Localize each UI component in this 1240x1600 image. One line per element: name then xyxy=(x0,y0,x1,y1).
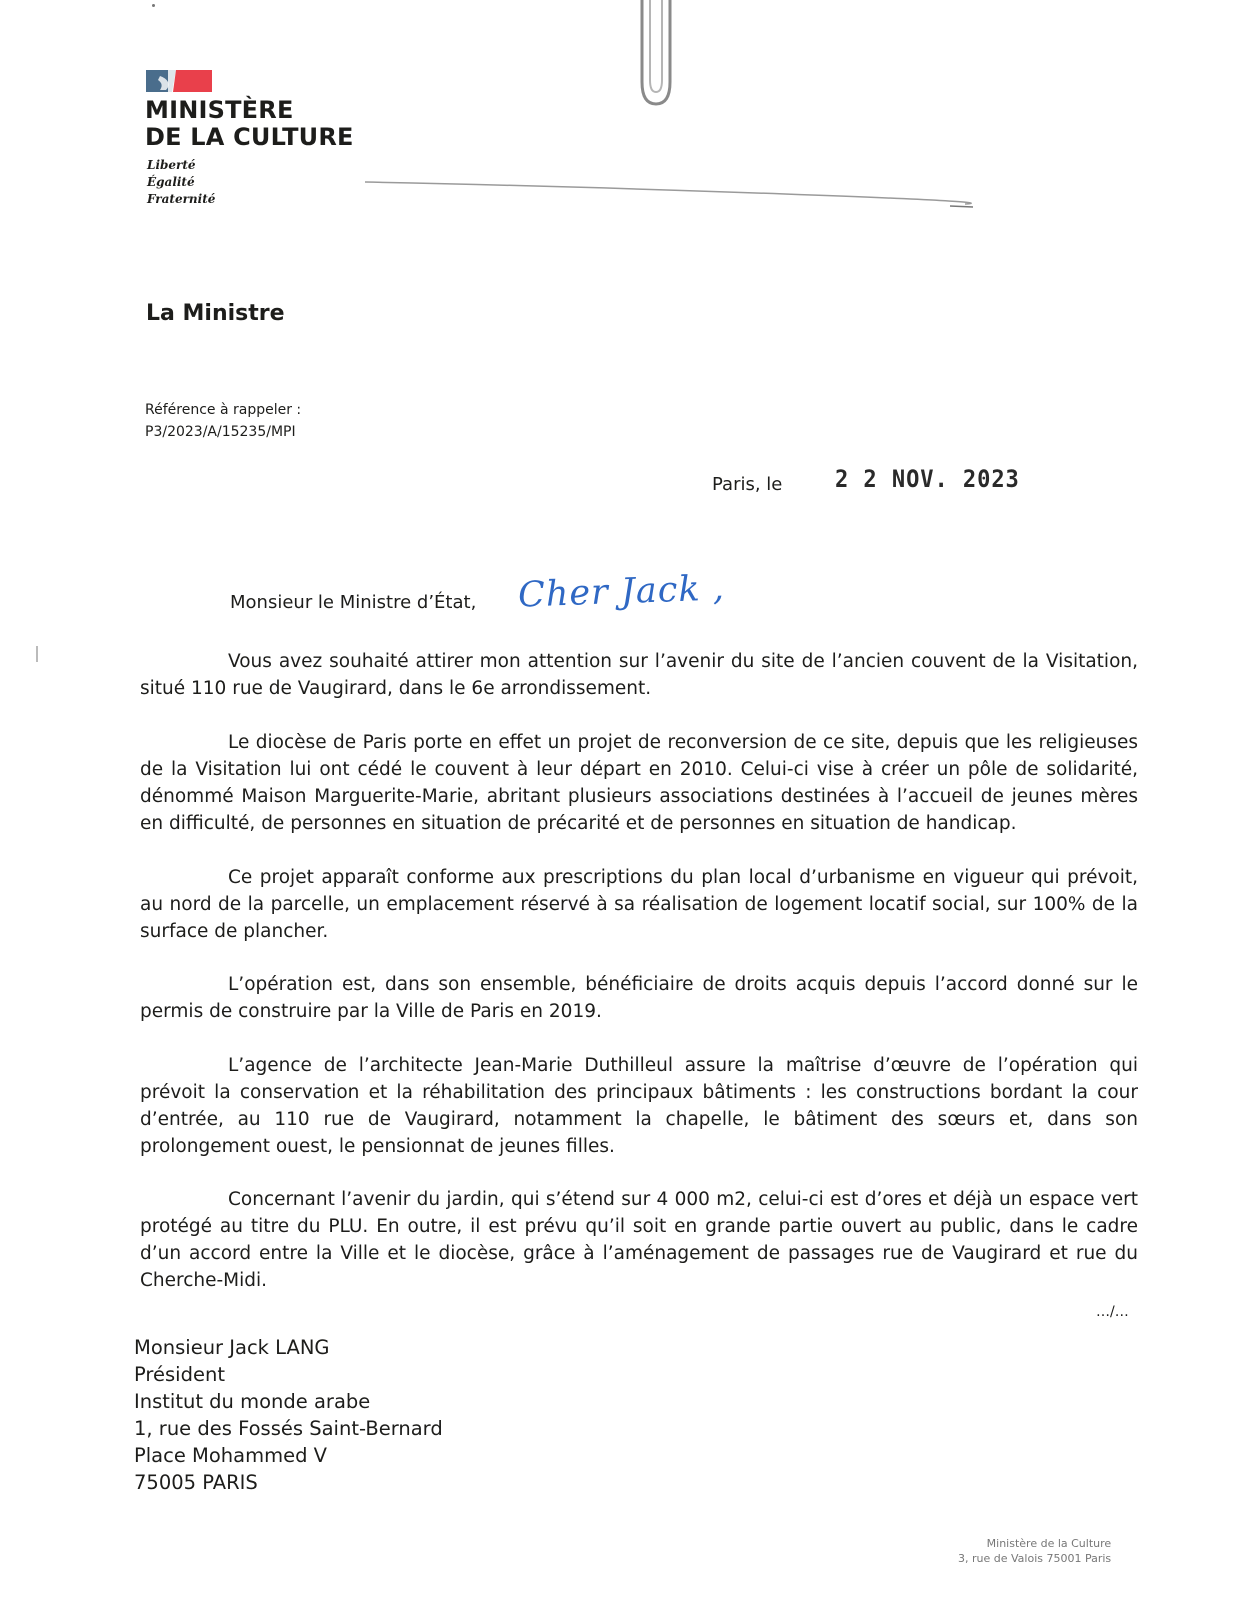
scan-speck xyxy=(152,4,155,7)
recipient-name: Monsieur Jack LANG xyxy=(134,1336,330,1359)
recipient-organization: Institut du monde arabe xyxy=(134,1390,371,1413)
reference-label: Référence à rappeler : xyxy=(145,402,302,418)
dateline-place: Paris, le xyxy=(712,474,783,495)
ministry-name xyxy=(145,97,354,151)
body-paragraph: Ce projet apparaît conforme aux prescriptions du plan local d’urbanisme en vigueur qui prévoit, au nord de la parcelle, un emplacement réservé à sa réalisation de logement locatif social, sur 100% de la surface de plancher. xyxy=(140,867,1138,942)
recipient-address xyxy=(134,1334,443,1496)
recipient-title: Président xyxy=(134,1363,225,1386)
motto-egalite: Égalité xyxy=(147,175,195,189)
body-paragraph: Concernant l’avenir du jardin, qui s’étend sur 4 000 m2, celui-ci est d’ores et déjà un espace vert protégé au titre du PLU. En outre, il est prévu qu’il soit en grande partie ouvert au public, dans le cadre d’un accord entre la Ville et le diocèse, grâce à l’aménagement de passages rue de Vaugirard et rue du Cherche-Midi. xyxy=(140,1189,1138,1291)
continuation-mark: …/… xyxy=(1096,1304,1129,1320)
recipient-street: 1, rue des Fossés Saint-Bernard xyxy=(134,1417,443,1440)
scan-edge-mark xyxy=(36,646,38,662)
motto-liberte: Liberté xyxy=(147,158,196,172)
paperclip-icon xyxy=(636,0,676,110)
republic-motto xyxy=(147,157,215,208)
motto-fraternite: Fraternité xyxy=(147,192,216,206)
body-paragraph: Le diocèse de Paris porte en effet un projet de reconversion de ce site, depuis que les religieuses de la Visitation lui ont cédé le couvent à leur départ en 2010. Celui-ci vise à créer un pôle de solidarité, dénommé Maison Marguerite-Marie, abritant plusieurs associations destinées à l’accueil de jeunes mères en difficulté, de personnes en situation de précarité et de personnes en situation de handicap. xyxy=(140,732,1138,834)
reference-value: P3/2023/A/15235/MPI xyxy=(145,424,296,440)
body-paragraph: L’agence de l’architecte Jean-Marie Duthilleul assure la maîtrise d’œuvre de l’opération qui prévoit la conservation et la réhabilitation des principaux bâtiments : les constructions bordant la cour d’entrée, au 110 rue de Vaugirard, notamment la chapelle, le bâtiment des sœurs et, dans son prolongement ouest, le pensionnat de jeunes filles. xyxy=(140,1055,1138,1157)
body-paragraph: L’opération est, dans son ensemble, bénéficiaire de droits acquis depuis l’accord donné sur le permis de construire par la Ville de Paris en 2019. xyxy=(140,974,1138,1022)
date-stamp: 2 2 NOV. 2023 xyxy=(835,465,1020,493)
marianne-logo-icon xyxy=(146,68,212,94)
recipient-city: 75005 PARIS xyxy=(134,1471,258,1494)
salutation: Monsieur le Ministre d’État, xyxy=(230,592,477,613)
body-paragraph: Vous avez souhaité attirer mon attention sur l’avenir du site de l’ancien couvent de la Visitation, situé 110 rue de Vaugirard, dans le 6e arrondissement. xyxy=(140,651,1138,699)
footer-line2: 3, rue de Valois 75001 Paris xyxy=(958,1552,1112,1565)
footer-address xyxy=(958,1536,1111,1566)
handwritten-greeting: Cher Jack , xyxy=(517,568,726,616)
footer-line1: Ministère de la Culture xyxy=(986,1537,1112,1550)
header-rule xyxy=(365,180,975,210)
recipient-place: Place Mohammed V xyxy=(134,1444,328,1467)
sender-title: La Ministre xyxy=(146,301,285,326)
ministry-name-line1: MINISTÈRE xyxy=(145,96,294,124)
ministry-name-line2: DE LA CULTURE xyxy=(145,123,354,151)
